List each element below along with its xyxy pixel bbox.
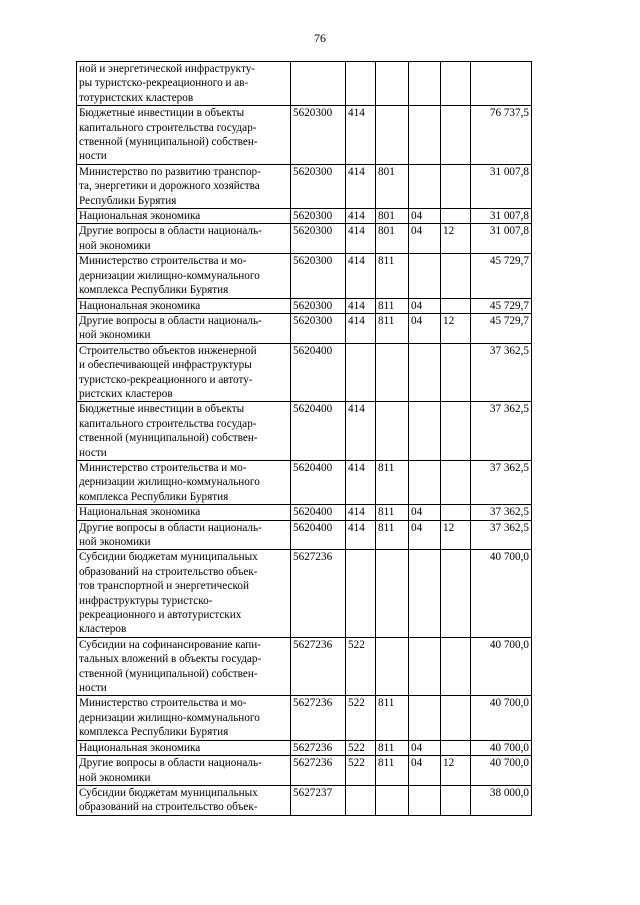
subsection-cell: 12 [441,313,471,343]
amount-cell: 40 700,0 [471,637,532,696]
item-name-line: тов транспортной и энергетической [79,580,249,593]
expense-type-cell: 522 [346,637,376,696]
item-name-line: ственной (муниципальной) собствен- [79,432,258,445]
item-name-cell [77,505,291,520]
section-cell [409,785,441,815]
item-name-line: ственной (муниципальной) собствен- [79,136,258,149]
item-name-line: Национальная экономика [79,741,201,754]
table-row [77,298,532,313]
expense-type-cell: 414 [346,313,376,343]
item-name-line: ности [79,446,107,459]
expense-type-cell: 414 [346,164,376,208]
item-name-line: и обеспечивающей инфраструктуры [79,359,252,372]
administrator-cell [376,343,409,402]
expense-type-cell: 414 [346,106,376,165]
amount-cell: 40 700,0 [471,740,532,755]
expense-type-cell: 522 [346,740,376,755]
administrator-cell [376,550,409,637]
target-article-cell: 5620400 [291,520,346,550]
table-row [77,313,532,343]
item-name-line: Республики Бурятия [79,194,177,207]
item-name-cell [77,254,291,298]
item-name-line: образований на строительство объек- [79,801,258,814]
expense-type-cell: 414 [346,224,376,254]
amount-cell: 40 700,0 [471,550,532,637]
expense-type-cell: 414 [346,298,376,313]
section-cell: 04 [409,209,441,224]
administrator-cell: 811 [376,298,409,313]
target-article-cell: 5620400 [291,505,346,520]
item-name-cell [77,637,291,696]
target-article-cell: 5620300 [291,106,346,165]
expense-type-cell: 414 [346,460,376,504]
item-name-line: ристских кластеров [79,387,173,400]
section-cell [409,550,441,637]
administrator-cell [376,785,409,815]
amount-cell: 45 729,7 [471,313,532,343]
item-name-cell [77,520,291,550]
target-article-cell: 5620400 [291,402,346,461]
table-row [77,164,532,208]
amount-cell: 38 000,0 [471,785,532,815]
target-article-cell [291,62,346,106]
expense-type-cell: 414 [346,402,376,461]
amount-cell: 31 007,8 [471,224,532,254]
item-name-line: Субсидии бюджетам муниципальных [79,551,258,564]
administrator-cell: 811 [376,696,409,740]
item-name-line: Субсидии бюджетам муниципальных [79,786,258,799]
amount-cell: 40 700,0 [471,696,532,740]
administrator-cell: 811 [376,313,409,343]
item-name-line: туристско-рекреационного и автоту- [79,373,253,386]
section-cell [409,637,441,696]
subsection-cell [441,62,471,106]
table-row [77,637,532,696]
target-article-cell: 5620300 [291,209,346,224]
administrator-cell [376,106,409,165]
amount-cell: 37 362,5 [471,460,532,504]
section-cell: 04 [409,756,441,786]
item-name-line: капитального строительства государ- [79,121,257,134]
subsection-cell [441,209,471,224]
item-name-line: Национальная экономика [79,299,201,312]
target-article-cell: 5620300 [291,224,346,254]
target-article-cell: 5620300 [291,254,346,298]
section-cell [409,164,441,208]
budget-table-body [77,62,532,816]
section-cell: 04 [409,740,441,755]
item-name-line: Министерство строительства и мо- [79,697,247,710]
item-name-line: Строительство объектов инженерной [79,344,257,357]
table-row [77,224,532,254]
section-cell: 04 [409,313,441,343]
item-name-line: дернизации жилищно-коммунального [79,269,260,282]
target-article-cell: 5627236 [291,550,346,637]
item-name-line: Другие вопросы в области националь- [79,225,262,238]
item-name-line: комплекса Республики Бурятия [79,490,229,503]
administrator-cell: 801 [376,164,409,208]
item-name-line: ной и энергетической инфраструкту- [79,63,256,75]
subsection-cell [441,343,471,402]
expense-type-cell: 522 [346,696,376,740]
item-name-line: ности [79,682,107,695]
section-cell: 04 [409,298,441,313]
item-name-line: тотуристских кластеров [79,91,194,104]
table-row [77,520,532,550]
table-row [77,402,532,461]
table-row [77,460,532,504]
item-name-cell [77,313,291,343]
target-article-cell: 5620300 [291,313,346,343]
administrator-cell: 811 [376,460,409,504]
item-name-line: тальных вложений в объекты государ- [79,653,262,666]
subsection-cell [441,550,471,637]
administrator-cell: 811 [376,505,409,520]
subsection-cell [441,637,471,696]
subsection-cell [441,785,471,815]
target-article-cell: 5627236 [291,740,346,755]
item-name-cell [77,164,291,208]
item-name-line: ной экономики [79,239,151,252]
amount-cell: 31 007,8 [471,209,532,224]
item-name-line: ственной (муниципальной) собствен- [79,667,258,680]
subsection-cell: 12 [441,756,471,786]
item-name-line: Бюджетные инвестиции в объекты [79,107,245,120]
subsection-cell [441,402,471,461]
item-name-line: Министерство строительства и мо- [79,255,247,268]
expense-type-cell [346,343,376,402]
administrator-cell [376,637,409,696]
item-name-line: рекреационного и автотуристских [79,609,242,622]
expense-type-cell: 522 [346,756,376,786]
target-article-cell: 5627237 [291,785,346,815]
item-name-line: Министерство строительства и мо- [79,461,247,474]
item-name-cell [77,62,291,106]
section-cell [409,343,441,402]
amount-cell: 45 729,7 [471,298,532,313]
section-cell [409,696,441,740]
administrator-cell: 811 [376,756,409,786]
section-cell: 04 [409,505,441,520]
section-cell [409,402,441,461]
table-row [77,756,532,786]
expense-type-cell [346,62,376,106]
expense-type-cell: 414 [346,505,376,520]
amount-cell: 45 729,7 [471,254,532,298]
item-name-cell [77,402,291,461]
section-cell: 04 [409,224,441,254]
section-cell [409,106,441,165]
subsection-cell [441,505,471,520]
target-article-cell: 5627236 [291,637,346,696]
table-row [77,550,532,637]
amount-cell: 37 362,5 [471,520,532,550]
section-cell [409,460,441,504]
item-name-line: образований на строительство объек- [79,565,258,578]
target-article-cell: 5620300 [291,298,346,313]
item-name-cell [77,460,291,504]
table-row [77,785,532,815]
table-row [77,696,532,740]
subsection-cell [441,696,471,740]
item-name-line: Министерство по развитию транспор- [79,165,261,178]
item-name-line: Субсидии на софинансирование капи- [79,638,261,651]
item-name-line: дернизации жилищно-коммунального [79,476,260,489]
table-row [77,505,532,520]
item-name-line: инфраструктуры туристско- [79,594,213,607]
item-name-line: капитального строительства государ- [79,417,257,430]
expense-type-cell [346,550,376,637]
amount-cell: 37 362,5 [471,343,532,402]
target-article-cell: 5620400 [291,343,346,402]
administrator-cell: 811 [376,740,409,755]
item-name-line: ры туристско-рекреационного и ав- [79,77,249,90]
item-name-line: Другие вопросы в области националь- [79,314,262,327]
item-name-line: дернизации жилищно-коммунального [79,711,260,724]
expense-type-cell: 414 [346,254,376,298]
item-name-cell [77,696,291,740]
item-name-cell [77,785,291,815]
administrator-cell: 801 [376,209,409,224]
subsection-cell: 12 [441,520,471,550]
item-name-line: ной экономики [79,771,151,784]
expense-type-cell: 414 [346,209,376,224]
amount-cell: 37 362,5 [471,505,532,520]
administrator-cell: 811 [376,520,409,550]
budget-table [76,61,532,816]
item-name-cell [77,740,291,755]
subsection-cell [441,460,471,504]
expense-type-cell [346,785,376,815]
item-name-line: комплекса Республики Бурятия [79,726,229,739]
item-name-line: Бюджетные инвестиции в объекты [79,403,245,416]
item-name-line: Национальная экономика [79,506,201,519]
target-article-cell: 5627236 [291,696,346,740]
item-name-line: ной экономики [79,329,151,342]
target-article-cell: 5627236 [291,756,346,786]
item-name-line: Другие вопросы в области националь- [79,521,262,534]
item-name-line: Национальная экономика [79,210,201,223]
item-name-cell [77,756,291,786]
subsection-cell [441,740,471,755]
administrator-cell: 801 [376,224,409,254]
table-row [77,106,532,165]
item-name-cell [77,298,291,313]
amount-cell [471,62,532,106]
item-name-line: ности [79,150,107,163]
section-cell: 04 [409,520,441,550]
amount-cell: 76 737,5 [471,106,532,165]
table-row [77,343,532,402]
item-name-cell [77,106,291,165]
item-name-line: ной экономики [79,536,151,548]
administrator-cell [376,62,409,106]
section-cell [409,62,441,106]
target-article-cell: 5620400 [291,460,346,504]
administrator-cell [376,402,409,461]
section-cell [409,254,441,298]
item-name-cell [77,550,291,637]
item-name-line: комплекса Республики Бурятия [79,284,229,297]
amount-cell: 37 362,5 [471,402,532,461]
target-article-cell: 5620300 [291,164,346,208]
item-name-line: Другие вопросы в области националь- [79,757,262,770]
subsection-cell [441,298,471,313]
amount-cell: 31 007,8 [471,164,532,208]
subsection-cell [441,254,471,298]
table-row [77,209,532,224]
item-name-cell [77,343,291,402]
table-row [77,740,532,755]
table-row [77,62,532,106]
subsection-cell [441,106,471,165]
item-name-line: та, энергетики и дорожного хозяйства [79,180,260,193]
expense-type-cell: 414 [346,520,376,550]
table-row [77,254,532,298]
subsection-cell: 12 [441,224,471,254]
amount-cell: 40 700,0 [471,756,532,786]
item-name-line: кластеров [79,623,127,636]
item-name-cell [77,209,291,224]
subsection-cell [441,164,471,208]
administrator-cell: 811 [376,254,409,298]
page-number: 76 [314,31,326,45]
item-name-cell [77,224,291,254]
